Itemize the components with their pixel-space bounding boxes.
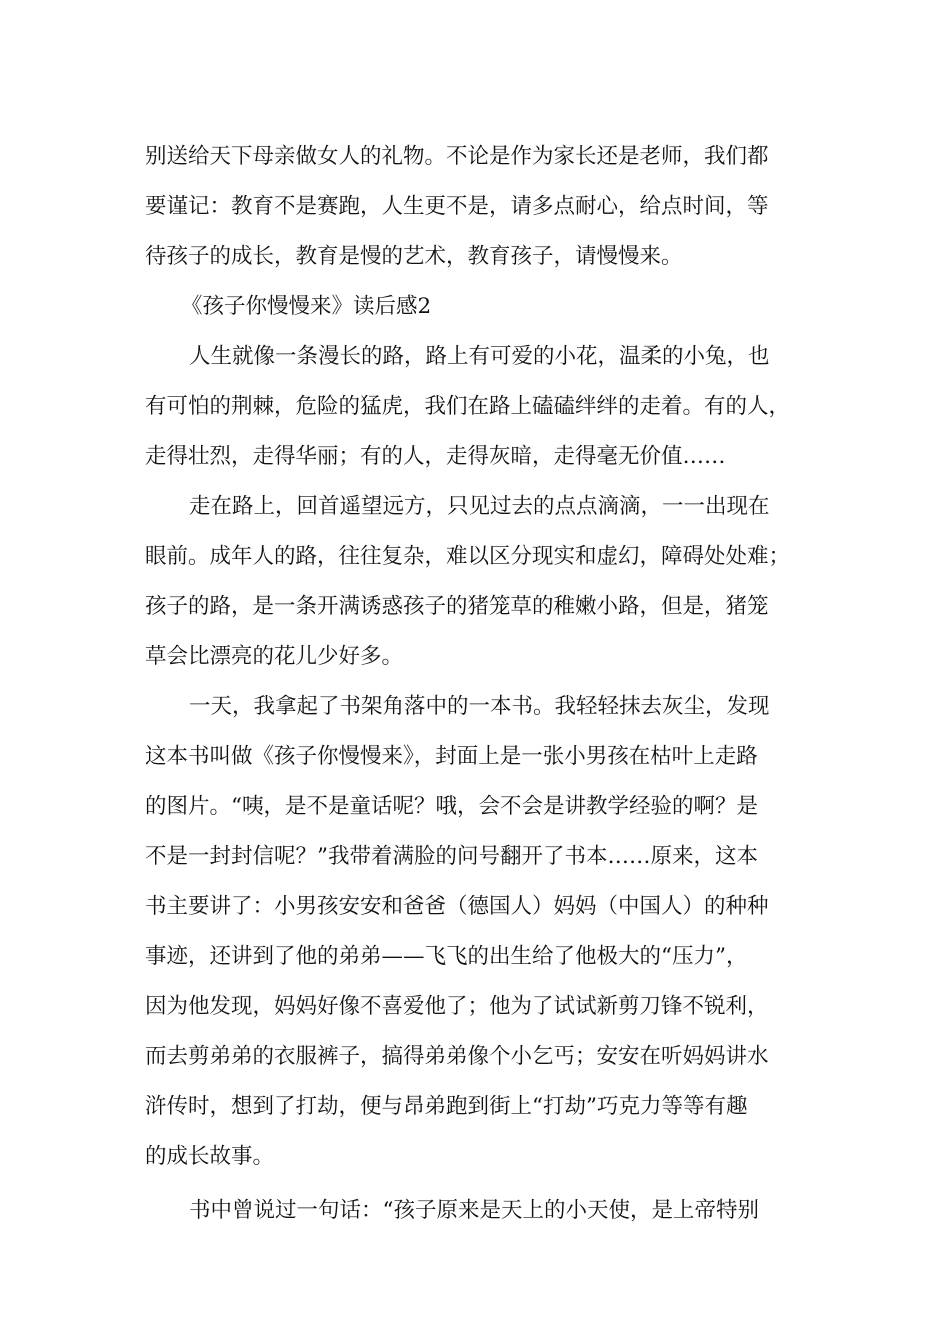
- text-line: 事迹，还讲到了他的弟弟——飞飞的出生给了他极大的“压力”，: [145, 944, 748, 969]
- text-line: 的图片。“咦，是不是童话呢？哦，会不会是讲教学经验的啊？是: [145, 794, 758, 819]
- text-line: 这本书叫做《孩子你慢慢来》，封面上是一张小男孩在枯叶上走路: [145, 744, 758, 769]
- text-line: 而去剪弟弟的衣服裤子，搞得弟弟像个小乞丐；安安在听妈妈讲水: [145, 1044, 769, 1069]
- section-heading: 《孩子你慢慢来》读后感2: [181, 294, 432, 319]
- paragraph-first-line: 人生就像一条漫长的路，路上有可爱的小花，温柔的小兔，也: [189, 344, 770, 369]
- text-line: 因为他发现，妈妈好像不喜爱他了；他为了试试新剪刀锋不锐利，: [145, 994, 769, 1019]
- paragraph-first-line: 书中曾说过一句话：“孩子原来是天上的小天使，是上帝特别: [189, 1198, 759, 1223]
- paragraph-first-line: 一天，我拿起了书架角落中的一本书。我轻轻抹去灰尘，发现: [189, 694, 770, 719]
- text-line: 不是一封封信呢？”我带着满脸的问号翻开了书本……原来，这本: [145, 844, 758, 869]
- text-line: 的成长故事。: [145, 1144, 275, 1169]
- text-line: 待孩子的成长，教育是慢的艺术，教育孩子，请慢慢来。: [145, 244, 683, 269]
- text-line: 浒传时，想到了打劫，便与昂弟跑到街上“打劫”巧克力等等有趣: [145, 1094, 748, 1119]
- text-line: 书主要讲了：小男孩安安和爸爸（德国人）妈妈（中国人）的种种: [145, 894, 769, 919]
- text-line: 别送给天下母亲做女人的礼物。不论是作为家长还是老师，我们都: [145, 144, 769, 169]
- text-line: 要谨记：教育不是赛跑，人生更不是，请多点耐心，给点时间，等: [145, 194, 769, 219]
- text-line: 草会比漂亮的花儿少好多。: [145, 644, 404, 669]
- document-body: [145, 132, 815, 1236]
- text-line: 眼前。成年人的路，往往复杂，难以区分现实和虚幻，障碍处处难；: [145, 544, 791, 569]
- paragraph-first-line: 走在路上，回首遥望远方，只见过去的点点滴滴，一一出现在: [189, 494, 770, 519]
- text-line: 孩子的路，是一条开满诱惑孩子的猪笼草的稚嫩小路，但是，猪笼: [145, 594, 769, 619]
- text-line: 有可怕的荆棘，危险的猛虎，我们在路上磕磕绊绊的走着。有的人，: [145, 394, 791, 419]
- text-line: 走得壮烈，走得华丽；有的人，走得灰暗，走得毫无价值……: [145, 444, 726, 469]
